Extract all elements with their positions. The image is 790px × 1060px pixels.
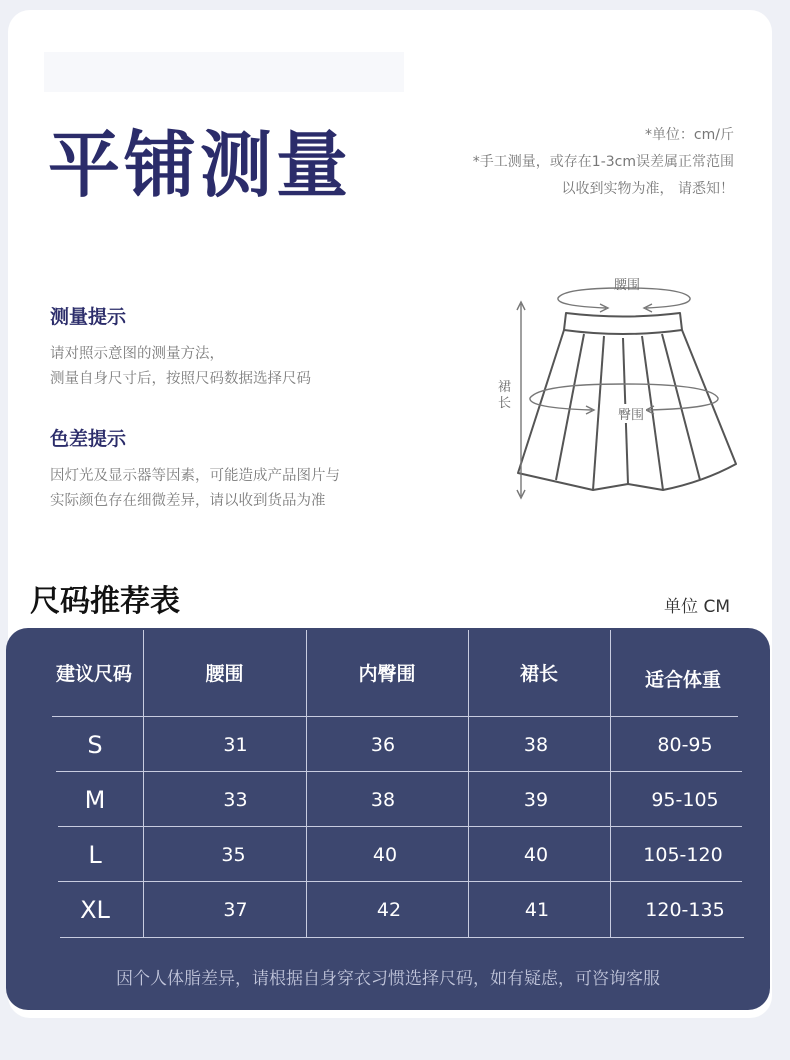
- note-error: *手工测量，或存在1-3cm误差属正常范围: [472, 154, 734, 170]
- color-tip-text: [50, 464, 340, 514]
- hip-cell: 40: [372, 844, 398, 866]
- hip-cell: 36: [370, 734, 396, 756]
- color-tip-title: 色差提示: [50, 428, 127, 450]
- top-placeholder-bar: [44, 52, 404, 92]
- weight-cell: 80-95: [657, 734, 713, 756]
- skirt-measurement-diagram: [488, 268, 758, 508]
- page-title: 平铺测量: [48, 123, 353, 207]
- length-cell: 39: [523, 789, 549, 811]
- measure-tip-line-1: 请对照示意图的测量方法，: [50, 346, 224, 362]
- header-weight: 适合体重: [644, 668, 721, 691]
- length-cell: 41: [524, 899, 550, 921]
- hip-label: 臀围: [616, 404, 646, 423]
- length-cell: 40: [523, 844, 549, 866]
- waist-label: 腰围: [614, 278, 641, 293]
- weight-cell: 120-135: [645, 899, 725, 921]
- pleated-skirt-icon: [488, 268, 758, 508]
- color-tip-line-2: 实际颜色存在细微差异，请以收到货品为准: [50, 493, 326, 509]
- measure-tip-title: 测量提示: [50, 306, 127, 328]
- length-cell: 38: [523, 734, 549, 756]
- measure-tip-text: [50, 342, 311, 392]
- size-table-heading: 尺码推荐表: [30, 584, 180, 619]
- note-confirm: 以收到实物为准， 请悉知！: [561, 181, 734, 197]
- waist-cell: 35: [221, 844, 246, 866]
- color-tip-line-1: 因灯光及显示器等因素，可能造成产品图片与: [50, 468, 340, 484]
- note-unit: *单位：cm/斤: [644, 127, 734, 143]
- length-label: 裙长: [498, 380, 512, 411]
- weight-cell: 95-105: [651, 789, 719, 811]
- size-cell: S: [87, 731, 103, 759]
- size-cell: L: [88, 841, 102, 869]
- waist-cell: 31: [223, 734, 248, 756]
- hip-cell: 42: [376, 899, 402, 921]
- size-cell: XL: [80, 896, 110, 924]
- row-divider: [52, 716, 738, 717]
- row-divider: [56, 771, 742, 772]
- header-waist: 腰围: [205, 662, 244, 685]
- size-cell: M: [84, 786, 106, 814]
- row-divider: [60, 937, 744, 938]
- measurement-notes: [473, 122, 734, 203]
- size-table: [6, 628, 770, 1010]
- size-table-unit: 单位 CM: [664, 597, 730, 617]
- waist-cell: 33: [223, 789, 248, 811]
- row-divider: [58, 826, 742, 827]
- size-table-footer: 因个人体脂差异，请根据自身穿衣习惯选择尺码，如有疑虑，可咨询客服: [116, 969, 660, 989]
- weight-cell: 105-120: [643, 844, 723, 866]
- measure-tip-line-2: 测量自身尺寸后，按照尺码数据选择尺码: [50, 371, 311, 387]
- header-hip: 内臀围: [358, 662, 416, 685]
- waist-cell: 37: [223, 899, 248, 921]
- header-size: 建议尺码: [55, 662, 132, 685]
- hip-cell: 38: [370, 789, 396, 811]
- header-length: 裙长: [519, 662, 558, 685]
- row-divider: [58, 881, 742, 882]
